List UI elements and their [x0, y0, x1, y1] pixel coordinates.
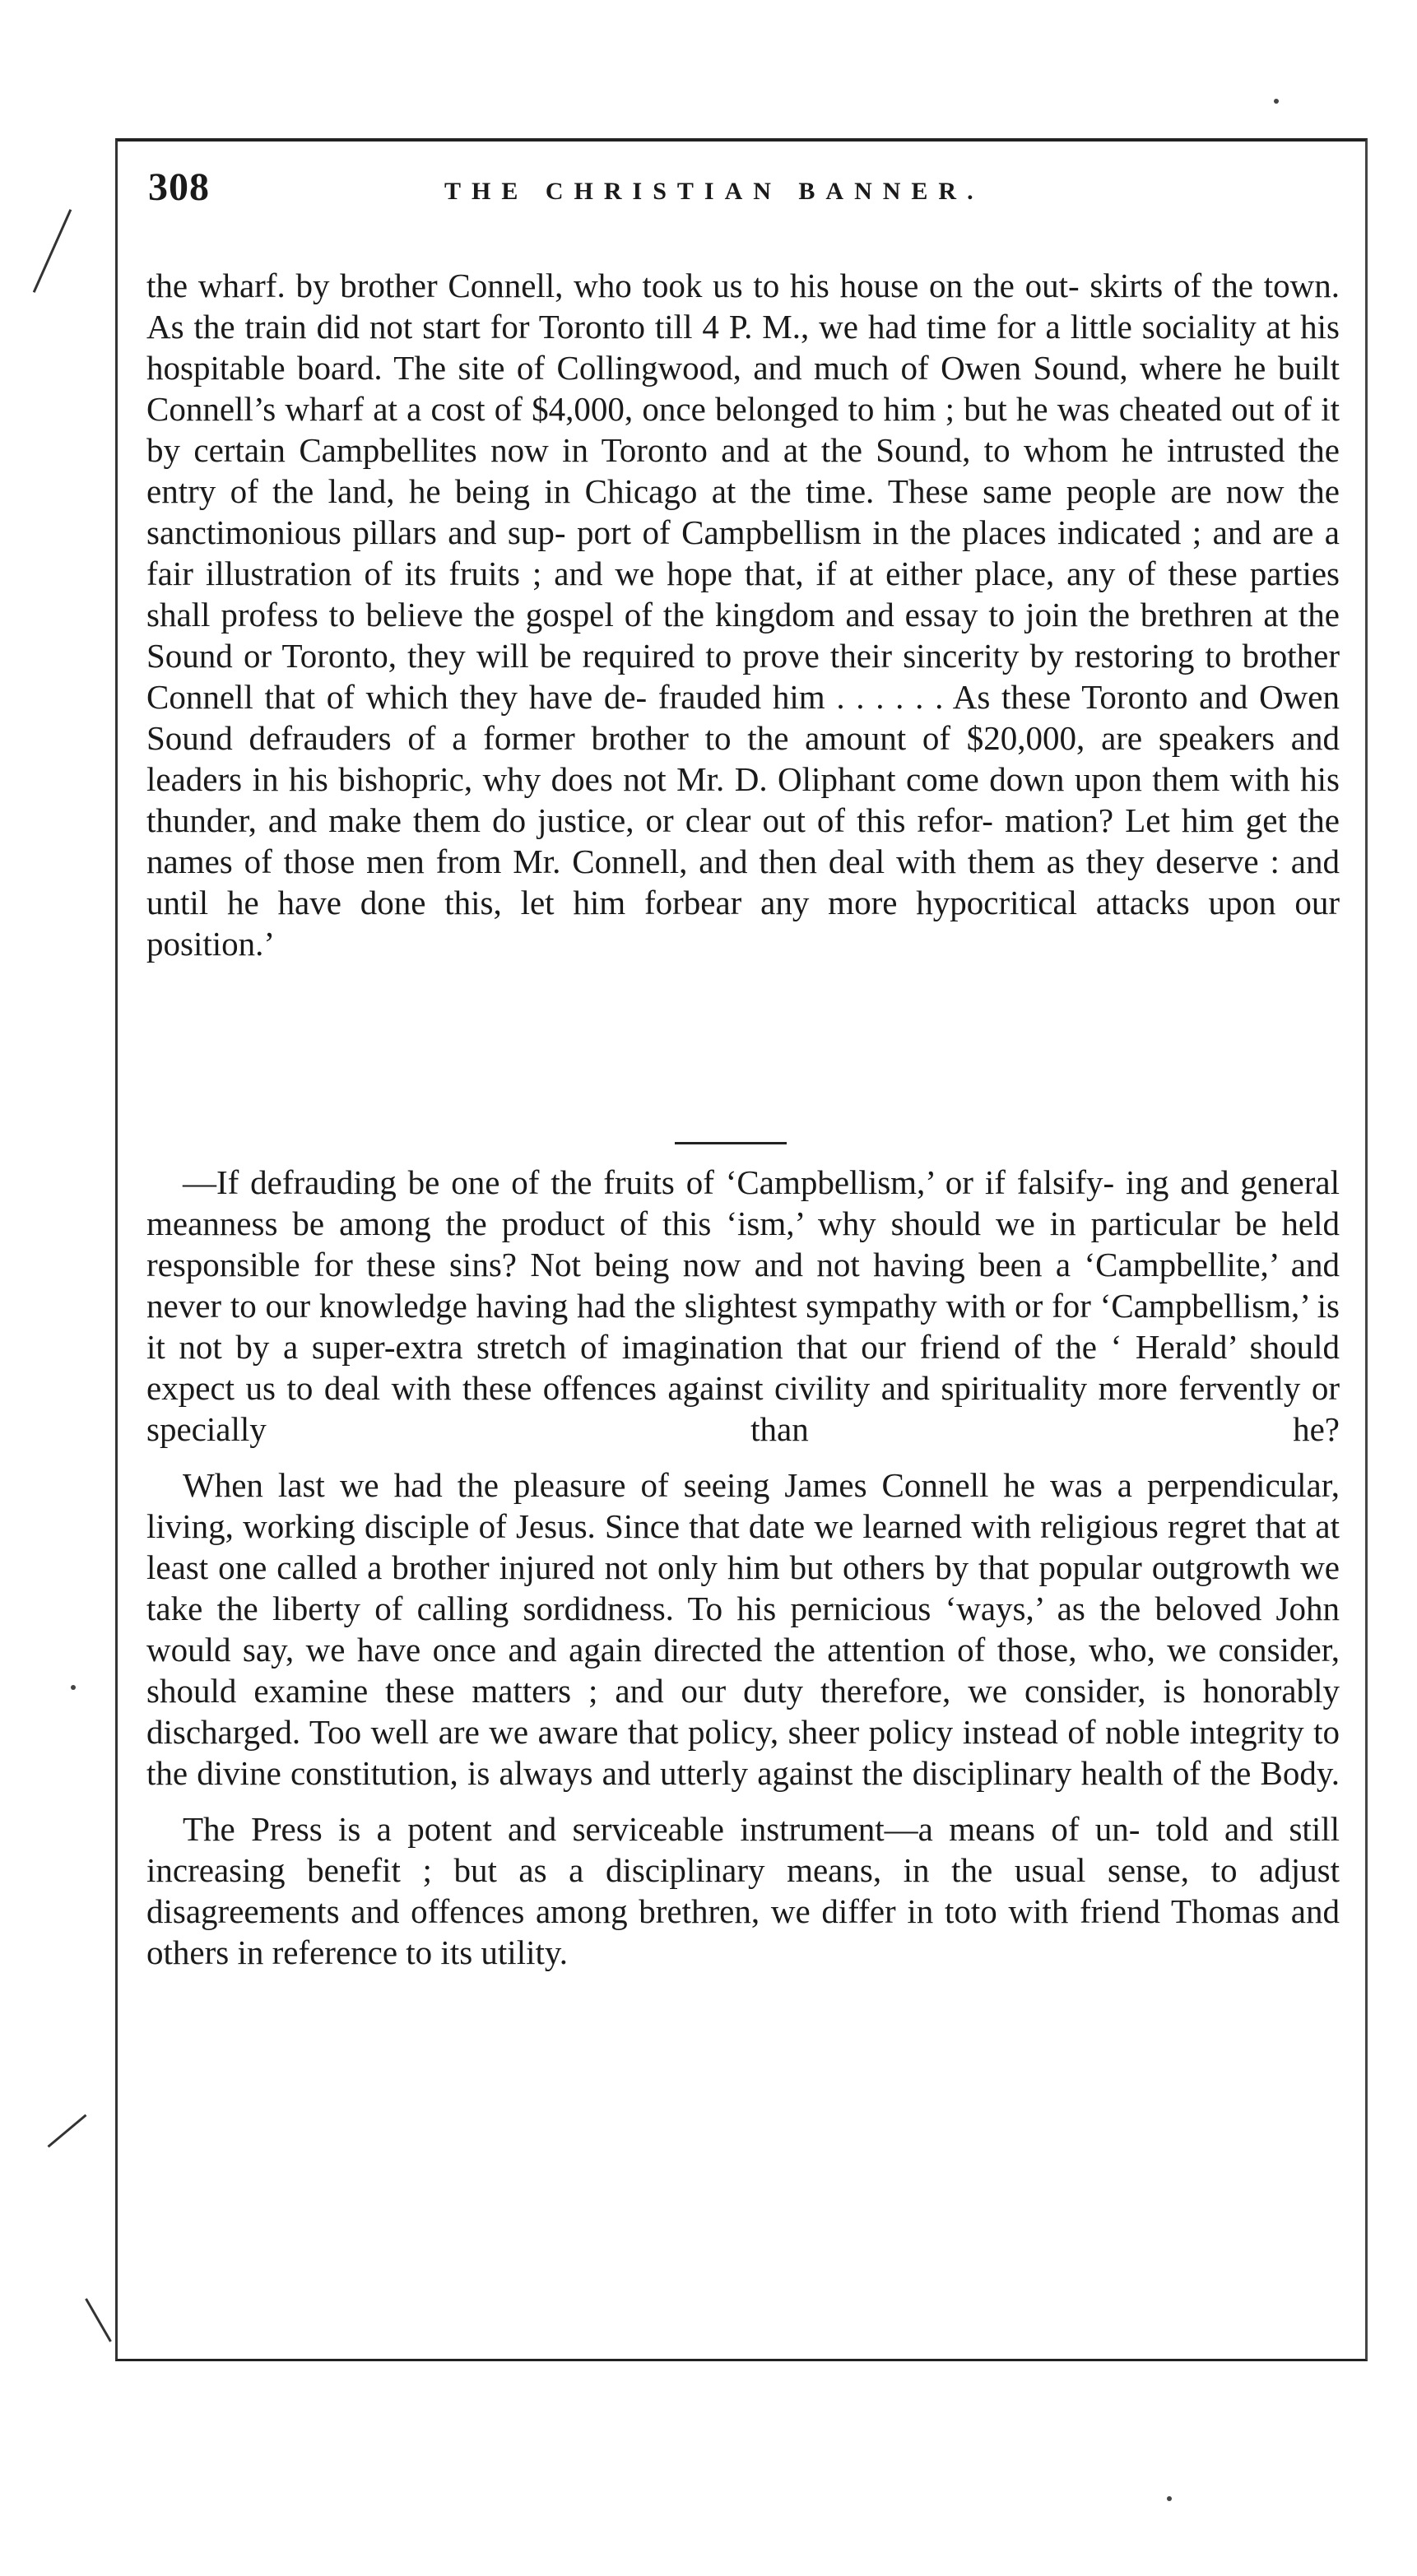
margin-pencil-mark [85, 2298, 112, 2342]
text-line: sheer policy instead of noble integrity to the divine constitution, is [146, 1713, 1340, 1792]
text-line: P. M., we had time for a little sociality at his hospitable board. The [146, 308, 1340, 387]
paper-speck [1167, 2496, 1172, 2501]
section-separator [675, 1142, 787, 1144]
editorial-paragraph-3 [146, 1808, 1340, 1973]
text-line: differ in toto with friend Thomas and others in reference to its utility. [146, 1892, 1340, 1971]
text-line: not only him but others by that popular outgrowth we take the liberty [146, 1548, 1340, 1627]
page-number: 308 [148, 165, 210, 209]
text-line: site of Collingwood, and much of Owen Sound, where he built Connell’s [146, 349, 1340, 428]
text-line: the wharf. by brother Connell, who took us to his house on the out- [146, 267, 1090, 304]
text-line: wharf at a cost of $4,000, once belonged to him ; but he was cheated [285, 390, 1232, 428]
text-line: now and not having been a ‘Campbellite,’ and never to our knowledge [146, 1246, 1340, 1325]
text-line: mation? Let him get the names of those men from Mr. Connell, and [146, 801, 1340, 880]
paper-speck [1274, 99, 1279, 104]
text-line: in his bishopric, why does not Mr. D. Oliphant come down upon them [252, 760, 1230, 798]
editorial-paragraph-1 [146, 1162, 1340, 1450]
text-line: brethren at the Sound or Toronto, they will be required to prove their [146, 596, 1340, 675]
text-line: having had the slightest sympathy with or for ‘Campbellism,’ is it not [146, 1287, 1340, 1366]
text-line: sincerity by restoring to brother Connell that of which they have de- [146, 637, 1340, 716]
editorial-paragraph-2 [146, 1464, 1340, 1794]
text-line: time. These same people are now the sanctimonious pillars and sup- [146, 472, 1340, 551]
editorial-response [146, 1162, 1340, 1973]
text-line: then deal with them as they deserve : and until he have done this, let [146, 842, 1340, 921]
text-line: always and utterly against the disciplinary health of the Body. [499, 1754, 1340, 1792]
text-line: of its fruits ; and we hope that, if at either place, any of these parties [364, 555, 1340, 592]
text-line: told and still increasing benefit ; but as a disciplinary means, in the [146, 1810, 1340, 1889]
text-line: shall profess to believe the gospel of the kingdom and essay to join the [146, 596, 1141, 634]
text-line: ing and general meanness be among the product of this ‘ism,’ why [146, 1163, 1340, 1242]
text-line: out of it by certain Campbellites now in Toronto and at the Sound, to [146, 390, 1340, 469]
margin-pencil-mark [33, 209, 72, 293]
text-line: spirituality more fervently or specially than he? [146, 1369, 1340, 1448]
text-line: whom he intrusted the entry of the land, he being in Chicago at the [146, 431, 1340, 510]
text-line: of a former brother to the amount of $20,000, are speakers and leaders [146, 719, 1340, 798]
text-line: consider, is honorably discharged. Too well are we aware that policy, [146, 1672, 1340, 1751]
text-line: should we in particular be held responsible for these sins? Not being [146, 1204, 1340, 1283]
text-line: usual sense, to adjust disagreements and offences among brethren, we [146, 1851, 1340, 1930]
text-line: port of Campbellism in the places indicated ; and are a fair illustration [146, 513, 1340, 592]
page-header [148, 165, 1358, 222]
margin-pencil-mark [48, 2114, 87, 2148]
text-line: would say, we have once and again directed the attention of those, who, [146, 1631, 1168, 1669]
text-line: When last we had the pleasure of seeing James Connell he was a [183, 1466, 1147, 1504]
quoted-paragraph [146, 265, 1340, 964]
running-title: THE CHRISTIAN BANNER. [444, 178, 984, 205]
text-line: of calling sordidness. To his pernicious ‘ways,’ as the beloved John [374, 1590, 1340, 1627]
text-line: The Press is a potent and serviceable instrument—a means of un- [183, 1810, 1156, 1848]
text-line: with his thunder, and make them do justice, or clear out of this refor- [146, 760, 1340, 839]
text-line: perpendicular, living, working disciple of Jesus. Since that date we [146, 1466, 1340, 1545]
text-line: we consider, should examine these matters ; and our duty therefore, we [146, 1631, 1340, 1710]
text-line: —If defrauding be one of the fruits of ‘Campbellism,’ or if falsify- [183, 1163, 1127, 1201]
text-line: should expect us to deal with these offences against civility and [146, 1328, 1340, 1407]
paper-speck [71, 1685, 76, 1690]
text-line: by a super-extra stretch of imagination that our friend of the ‘ Herald’ [235, 1328, 1250, 1366]
quoted-passage [146, 265, 1340, 964]
text-line: frauded him . . . . . . As these Toronto and Owen Sound defrauders [146, 678, 1340, 757]
text-line: learned with religious regret that at least one called a brother injured [146, 1507, 1340, 1586]
text-line: him forbear any more hypocritical attacks upon our position.’ [146, 884, 1340, 963]
text-line: skirts of the town. As the train did not start for Toronto till 4 [146, 267, 1340, 346]
